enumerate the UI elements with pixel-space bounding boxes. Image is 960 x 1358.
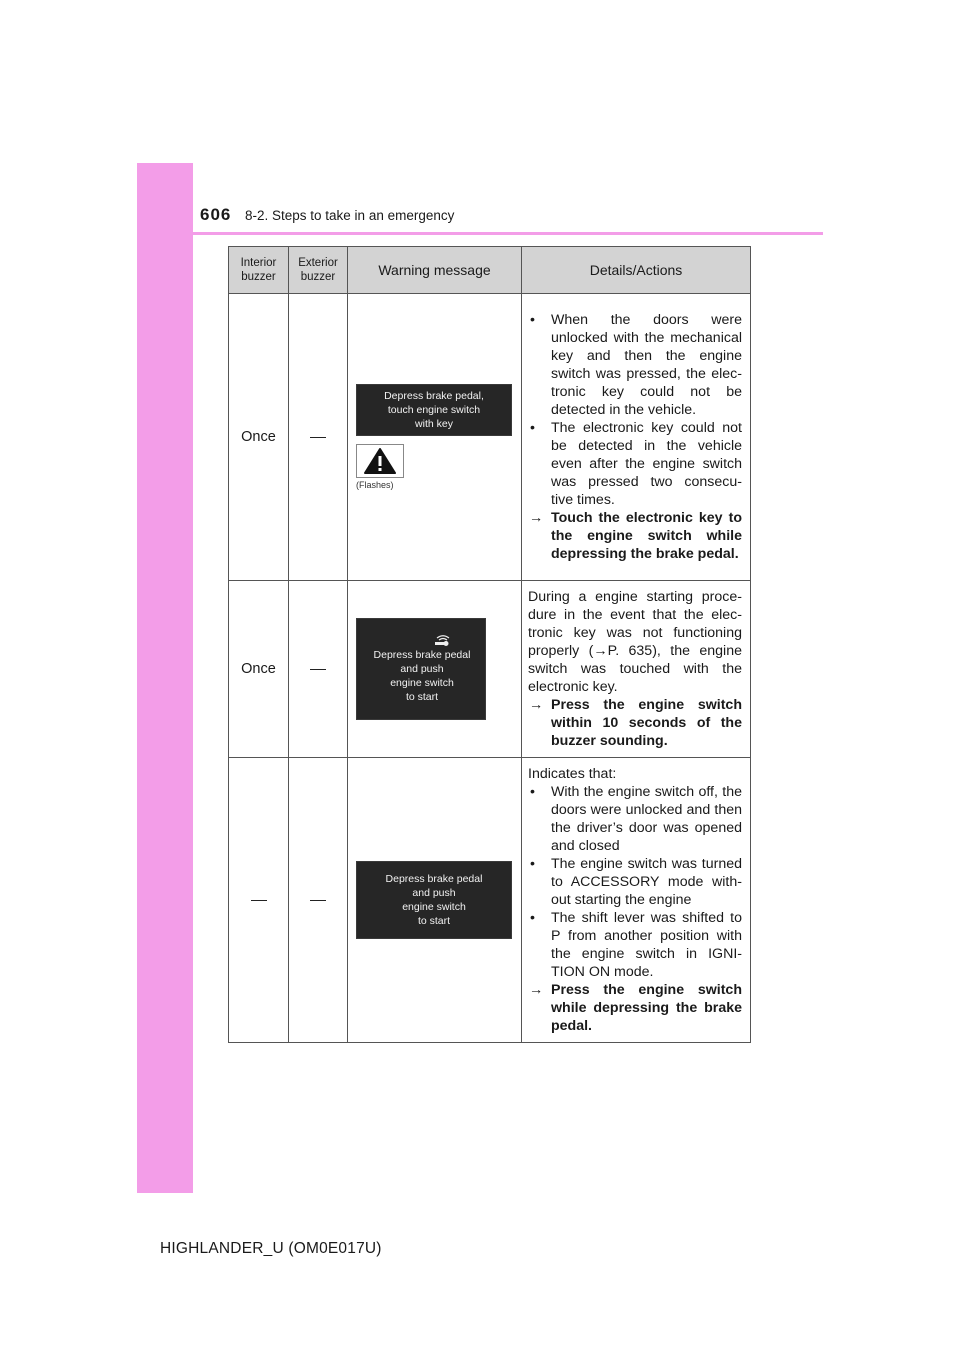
details-intro: Indicates that: xyxy=(528,766,617,782)
arrow-right-icon: → xyxy=(593,643,608,659)
key-signal-icon xyxy=(359,634,485,648)
display-line: engine switch xyxy=(390,677,454,689)
col-interior-line2: buzzer xyxy=(241,271,276,283)
warning-table xyxy=(228,246,750,1043)
details-cell xyxy=(522,581,751,758)
arrow-right-icon: → xyxy=(529,510,544,526)
list-item: • When the doors were unlocked with the mechanical key and then the engine switch was pressed, the elec- tronic key could not be detected in the vehicle. xyxy=(528,311,742,419)
action-text xyxy=(528,509,742,563)
header-rule xyxy=(193,232,823,235)
interior-buzzer-cell xyxy=(229,758,289,1043)
list-item: • The shift lever was shifted to P from another position with the engine switch in IGNI- TION ON mode. xyxy=(528,909,742,981)
exterior-buzzer-cell xyxy=(289,758,348,1043)
arrow-right-icon: → xyxy=(529,697,544,713)
table-row xyxy=(229,581,751,758)
display-line: Depress brake pedal, xyxy=(384,390,484,402)
details-bullets xyxy=(528,783,742,981)
page-reference[interactable]: P. 635 xyxy=(607,643,653,659)
display-line: with key xyxy=(415,418,453,430)
action-label: Press the engine switch within 10 seconds of the buzzer sounding. xyxy=(551,697,742,749)
list-item: • With the engine switch off, the doors were unlocked and then the driver’s door was opened and closed xyxy=(528,783,742,855)
display-line: Depress brake pedal xyxy=(373,649,471,661)
details-text: During a engine starting proce- dure in the event that the elec- tronic key was not functioning properly ( xyxy=(528,589,742,659)
col-details-actions: Details/Actions xyxy=(522,247,751,294)
display-screen xyxy=(356,618,486,720)
display-line: to start xyxy=(405,691,439,703)
display-line: to start xyxy=(417,915,451,927)
page-number: 606 xyxy=(200,205,232,224)
display-line: Depress brake pedal xyxy=(385,873,483,885)
exterior-buzzer-cell xyxy=(289,581,348,758)
col-exterior-buzzer xyxy=(289,247,348,294)
col-exterior-line1: Exterior xyxy=(298,257,338,269)
col-interior-buzzer xyxy=(229,247,289,294)
action-text xyxy=(528,696,742,750)
exterior-buzzer-cell xyxy=(289,294,348,581)
display-line: touch engine switch xyxy=(387,404,481,416)
display-line: and push xyxy=(400,663,444,675)
warning-message-cell xyxy=(348,758,522,1043)
list-item: • The engine switch was turned to ACCESSORY mode with- out starting the engine xyxy=(528,855,742,909)
table-row xyxy=(229,758,751,1043)
section-title: 8-2. Steps to take in an emergency xyxy=(245,208,455,223)
col-exterior-line2: buzzer xyxy=(300,271,336,283)
arrow-right-icon: → xyxy=(529,982,544,998)
action-text xyxy=(528,981,742,1035)
warning-triangle-icon xyxy=(356,444,404,478)
details-paragraph xyxy=(528,588,742,696)
dash-mark xyxy=(310,437,326,438)
table-header-row xyxy=(229,247,751,294)
display-line: engine switch xyxy=(402,901,466,913)
details-cell xyxy=(522,758,751,1043)
interior-buzzer-cell: Once xyxy=(229,581,289,758)
warning-message-cell xyxy=(348,581,522,758)
action-label: Press the engine switch while depressing the brake pedal. xyxy=(551,982,742,1034)
display-screen xyxy=(356,384,512,436)
details-text: ), the engine switch was touched with the electronic key. xyxy=(528,643,742,695)
footer-label: HIGHLANDER_U (OM0E017U) xyxy=(160,1240,382,1257)
col-warning-message: Warning message xyxy=(348,247,522,294)
flashes-note: (Flashes) xyxy=(356,480,394,490)
display-screen xyxy=(356,861,512,939)
display-line: and push xyxy=(412,887,456,899)
action-label: Touch the electronic key to the engine switch while depressing the brake pedal. xyxy=(551,510,742,562)
warning-message-cell xyxy=(348,294,522,581)
dash-mark xyxy=(251,900,267,901)
dash-mark xyxy=(310,669,326,670)
col-interior-line1: Interior xyxy=(240,257,277,269)
list-item: • The electronic key could not be detected in the vehicle even after the engine switch was pressed two consecu- tive times. xyxy=(528,419,742,509)
side-color-band xyxy=(137,163,193,1193)
table-row xyxy=(229,294,751,581)
interior-buzzer-cell: Once xyxy=(229,294,289,581)
dash-mark xyxy=(310,900,326,901)
details-cell xyxy=(522,294,751,581)
details-bullets xyxy=(528,311,742,509)
